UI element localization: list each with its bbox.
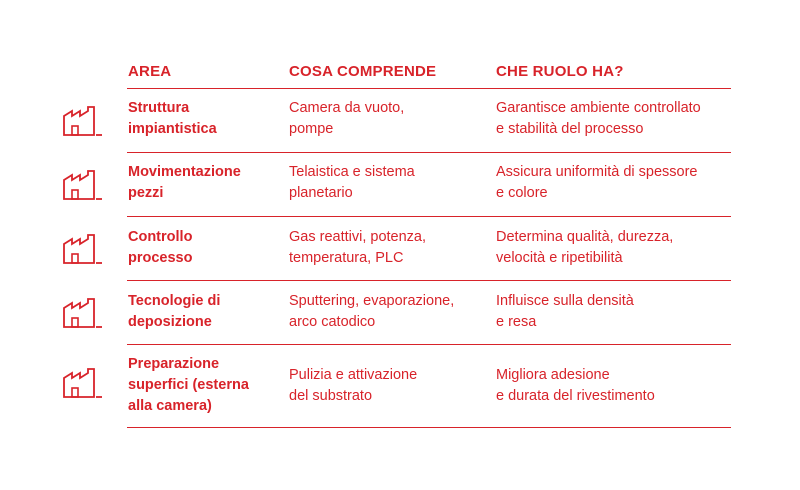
factory-icon: [62, 170, 104, 200]
cosa-comprende-cell: Pulizia e attivazione del substrato: [289, 367, 418, 404]
divider: [127, 344, 731, 345]
area-label: Preparazione superfici (esterna alla camera): [128, 356, 249, 414]
cosa-comprende-cell: Sputtering, evaporazione, arco catodico: [289, 293, 455, 330]
ruolo-cell: Influisce sulla densità e resa: [496, 293, 634, 330]
cosa-comprende-cell: Camera da vuoto, pompe: [289, 100, 405, 137]
ruolo-cell: Determina qualità, durezza, velocità e ripetibilità: [496, 229, 674, 266]
ruolo-cell: Garantisce ambiente controllato e stabilità del processo: [496, 100, 701, 137]
divider: [127, 216, 731, 217]
factory-icon: [62, 106, 104, 136]
cosa-comprende-cell: Telaistica e sistema planetario: [289, 164, 415, 201]
area-label: Movimentazione pezzi: [128, 164, 241, 201]
divider: [127, 427, 731, 428]
area-label: Controllo processo: [128, 229, 193, 266]
cosa-comprende-cell: Gas reattivi, potenza, temperatura, PLC: [289, 229, 427, 266]
divider: [127, 280, 731, 281]
area-label: Struttura impiantistica: [128, 100, 217, 137]
area-label: Tecnologie di deposizione: [128, 293, 221, 330]
header-area: AREA: [128, 63, 172, 80]
divider: [127, 152, 731, 153]
ruolo-cell: Assicura uniformità di spessore e colore: [496, 164, 698, 201]
divider: [127, 88, 731, 89]
header-cosa-comprende: COSA COMPRENDE: [289, 63, 437, 80]
factory-icon: [62, 368, 104, 398]
ruolo-cell: Migliora adesione e durata del rivestimento: [496, 367, 655, 404]
factory-icon: [62, 234, 104, 264]
factory-icon: [62, 298, 104, 328]
header-che-ruolo-ha: CHE RUOLO HA?: [496, 63, 624, 80]
